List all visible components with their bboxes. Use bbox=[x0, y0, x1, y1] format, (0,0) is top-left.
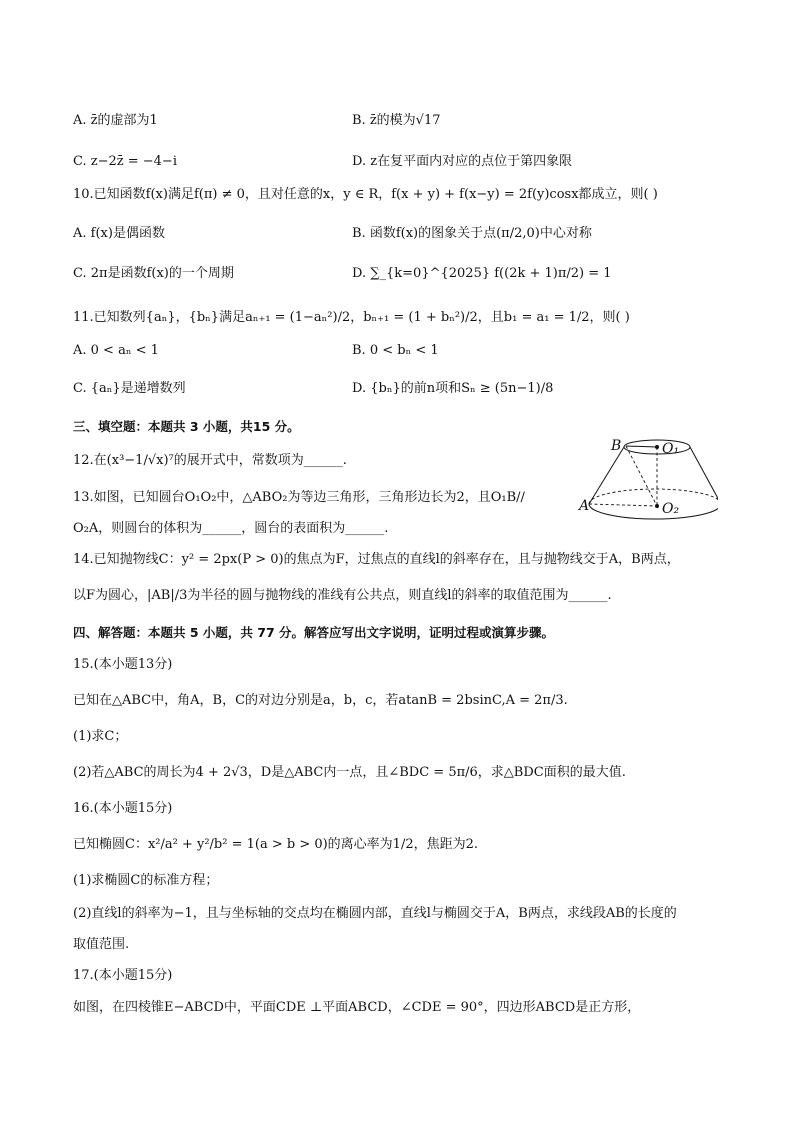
label-O1: O₁ bbox=[662, 441, 680, 457]
text-line-q10b: B. 函数f(x)的图象关于点(π/2,0)中心对称 bbox=[352, 226, 592, 241]
text-line-q11b: B. 0 < bₙ < 1 bbox=[352, 343, 439, 358]
text-line-q11c: C. {aₙ}是递增数列 bbox=[73, 381, 186, 396]
text-line-q11a: A. 0 < aₙ < 1 bbox=[73, 343, 159, 358]
text-line-q14b: 以F为圆心，|AB|/3为半径的圆与抛物线的准线有公共点，则直线l的斜率的取值范围为______. bbox=[73, 588, 612, 603]
label-O2: O₂ bbox=[662, 501, 680, 517]
text-line-q9a: A. z̄的虚部为1 bbox=[73, 113, 158, 128]
frustum-right-edge bbox=[690, 447, 718, 504]
text-line-sec3: 三、填空题：本题共 3 小题，共15 分。 bbox=[73, 419, 300, 434]
text-line-sec4: 四、解答题：本题共 5 小题，共 77 分。解答应写出文字说明，证明过程或演算步骤。 bbox=[73, 625, 555, 640]
text-line-q15p1: (1)求C； bbox=[73, 729, 128, 744]
text-line-q16: 已知椭圆C：x²/a² + y²/b² = 1(a > b > 0)的离心率为1/2，焦距为2. bbox=[73, 837, 479, 852]
label-B: B bbox=[611, 438, 622, 454]
frustum-bottom-back-arc bbox=[589, 489, 718, 504]
text-line-q9b: B. z̄的模为√17 bbox=[352, 113, 441, 128]
text-line-q10c: C. 2π是函数f(x)的一个周期 bbox=[73, 266, 234, 281]
segment-AO2 bbox=[589, 504, 657, 506]
text-line-q10: 10.已知函数f(x)满足f(π) ≠ 0，且对任意的x，y ∈ R，f(x + y) + f(x−y) = 2f(y)cosx都成立，则( ) bbox=[73, 187, 658, 202]
text-line-q15p2: (2)若△ABC的周长为4 + 2√3，D是△ABC内一点，且∠BDC = 5π/6，求△BDC面积的最大值. bbox=[73, 765, 626, 780]
text-line-q12: 12.在(x³−1/√x)⁷的展开式中，常数项为______. bbox=[73, 453, 347, 468]
segment-BO2 bbox=[626, 446, 657, 506]
text-line-q15h: 15.(本小题13分) bbox=[73, 657, 173, 672]
text-line-q10a: A. f(x)是偶函数 bbox=[73, 226, 165, 241]
text-line-q14a: 14.已知抛物线C：y² = 2px(P > 0)的焦点为F，过焦点的直线l的斜率存在，且与抛物线交于A，B两点， bbox=[73, 552, 680, 567]
label-A: A bbox=[579, 498, 590, 514]
text-line-q17h: 17.(本小题15分) bbox=[73, 968, 173, 983]
text-line-q16h: 16.(本小题15分) bbox=[73, 801, 173, 816]
text-line-q9d: D. z在复平面内对应的点位于第四象限 bbox=[352, 154, 573, 169]
text-line-q17: 如图，在四棱锥E−ABCD中，平面CDE ⊥平面ABCD，∠CDE = 90°，四边形ABCD是正方形， bbox=[73, 1000, 641, 1015]
text-line-q11d: D. {bₙ}的前n项和Sₙ ≥ (5n−1)/8 bbox=[352, 381, 554, 396]
point-O1 bbox=[655, 445, 659, 449]
text-line-q16p2a: (2)直线l的斜率为−1，且与坐标轴的交点均在椭圆内部，直线l与椭圆交于A，B两点，求线段AB的长度的 bbox=[73, 906, 677, 921]
frustum-figure bbox=[578, 436, 718, 526]
point-O2 bbox=[655, 504, 659, 508]
text-line-q13a: 13.如图，已知圆台O₁O₂中，△ABO₂为等边三角形，三角形边长为2，且O₁B// bbox=[73, 490, 525, 505]
frustum-left-edge bbox=[589, 447, 624, 504]
text-line-q11: 11.已知数列{aₙ}，{bₙ}满足aₙ₊₁ = (1−aₙ²)/2，bₙ₊₁ = (1 + bₙ²)/2，且b₁ = a₁ = 1/2，则( ) bbox=[73, 310, 630, 325]
text-line-q13b: O₂A，则圆台的体积为______，圆台的表面积为______. bbox=[73, 521, 389, 536]
text-line-q16p1: (1)求椭圆C的标准方程； bbox=[73, 873, 219, 888]
text-line-q9c: C. z−2z̄ = −4−i bbox=[73, 154, 177, 169]
text-line-q15: 已知在△ABC中，角A，B，C的对边分别是a，b，c，若atanB = 2bsinC,A = 2π/3. bbox=[73, 693, 568, 708]
frustum-bottom-front-arc bbox=[589, 504, 718, 519]
text-line-q10d: D. ∑_{k=0}^{2025} f((2k + 1)π/2) = 1 bbox=[352, 266, 612, 281]
text-line-q16p2b: 取值范围. bbox=[73, 937, 130, 952]
segment-O1B bbox=[626, 446, 657, 447]
